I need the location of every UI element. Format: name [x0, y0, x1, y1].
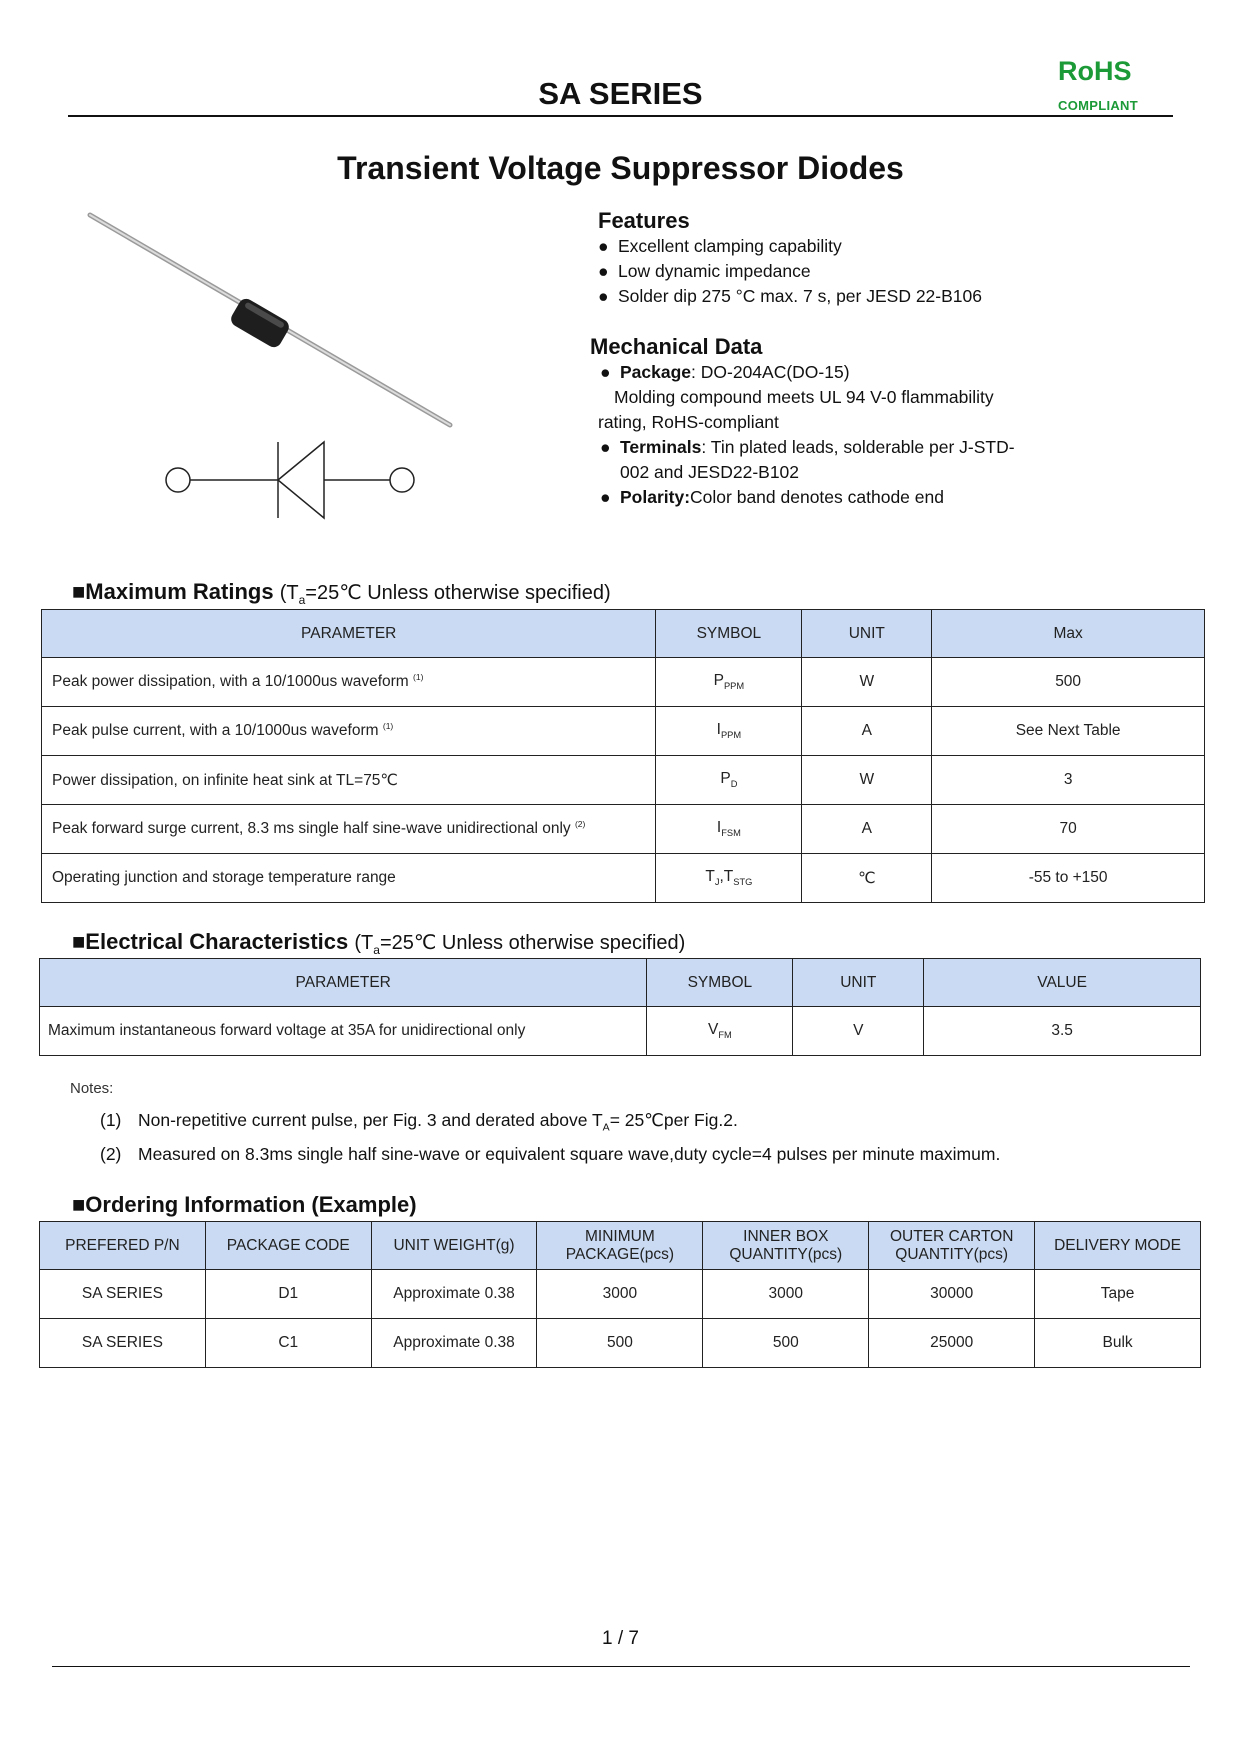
header-rule	[68, 115, 1173, 117]
list-item: ● Polarity:Color band denotes cathode end	[600, 487, 944, 507]
note-2: (2) Measured on 8.3ms single half sine-wave or equivalent square wave,duty cycle=4 pulses per minute maximum.	[100, 1144, 1001, 1164]
list-item: ● Low dynamic impedance	[598, 261, 811, 281]
table-header-row: PREFERED P/N PACKAGE CODE UNIT WEIGHT(g) MINIMUM PACKAGE(pcs) INNER BOX QUANTITY(pcs) OUTER CARTON QUANTITY(pcs) DELIVERY MODE	[40, 1222, 1201, 1270]
table-row: SA SERIES C1 Approximate 0.38 500 500 25000 Bulk	[40, 1319, 1201, 1368]
diode-symbol-icon	[160, 440, 420, 520]
list-item: ● Package: DO-204AC(DO-15)	[600, 362, 850, 382]
table-header-row: PARAMETER SYMBOL UNIT VALUE	[40, 959, 1201, 1007]
note-1: (1) Non-repetitive current pulse, per Fig. 3 and derated above $T_A=$ 25℃per Fig.2.	[100, 1110, 738, 1134]
notes-label: Notes:	[70, 1080, 114, 1097]
footer-rule	[52, 1666, 1190, 1667]
table-row: SA SERIES D1 Approximate 0.38 3000 3000 30000 Tape	[40, 1270, 1201, 1319]
features-list	[598, 234, 982, 309]
features-heading: Features	[598, 208, 690, 233]
list-item: ● Solder dip 275 °C max. 7 s, per JESD 22-B106	[598, 286, 982, 306]
terminals-detail: 002 and JESD22-B102	[620, 462, 800, 482]
mechanical-heading: Mechanical Data	[590, 334, 763, 359]
rohs-compliant-label: COMPLIANT	[1058, 98, 1138, 113]
list-item: ● Excellent clamping capability	[598, 236, 842, 256]
condition-text: ($T_a=25℃$ Unless otherwise specified)	[279, 582, 611, 607]
table-row: Peak pulse current, with a 10/1000us waveform $^{(1)}$ $I_{PPM}$ A See Next Table	[42, 707, 1205, 756]
square-bullet-icon: ■	[72, 579, 86, 604]
table-row: Operating junction and storage temperature range $T_J,T_{STG}$ ℃ -55 to +150	[42, 854, 1205, 903]
table-row: Power dissipation, on infinite heat sink at TL=75℃ $P_D$ W 3	[42, 756, 1205, 805]
page-number: 1 / 7	[602, 1628, 639, 1649]
mechanical-list	[598, 360, 1078, 510]
square-bullet-icon: ■	[72, 1192, 86, 1217]
electrical-heading: ■Electrical Characteristics ($T_a=25℃$ Unless otherwise specified)	[72, 929, 686, 957]
table-row: Maximum instantaneous forward voltage at 35A for unidirectional only $V_{FM}$ V 3.5	[40, 1007, 1201, 1056]
max-ratings-table	[41, 609, 1205, 903]
list-item: ● Terminals: Tin plated leads, solderable per J-STD-	[600, 437, 1015, 457]
diode-package-icon	[80, 205, 460, 435]
condition-text: ($T_a=25℃$ Unless otherwise specified)	[354, 932, 686, 957]
max-ratings-heading: ■Maximum Ratings ($T_a=25℃$ Unless otherwise specified)	[72, 579, 611, 607]
electrical-table	[39, 958, 1201, 1056]
table-header-row: PARAMETER SYMBOL UNIT Max	[42, 610, 1205, 658]
table-row: Peak forward surge current, 8.3 ms single half sine-wave unidirectional only $^{(2)}$ $I_{FSM}$ A 70	[42, 805, 1205, 854]
ordering-table	[39, 1221, 1201, 1368]
rohs-logo: RoHS	[1058, 56, 1132, 86]
table-row: Peak power dissipation, with a 10/1000us waveform $^{(1)}$ $P_{PPM}$ W 500	[42, 658, 1205, 707]
document-title: Transient Voltage Suppressor Diodes	[337, 150, 904, 186]
package-detail: rating, RoHS-compliant	[598, 412, 779, 432]
ordering-heading: ■Ordering Information (Example)	[72, 1192, 417, 1217]
series-title: SA SERIES	[538, 76, 703, 111]
package-detail: Molding compound meets UL 94 V-0 flammability	[614, 387, 994, 407]
square-bullet-icon: ■	[72, 929, 86, 954]
